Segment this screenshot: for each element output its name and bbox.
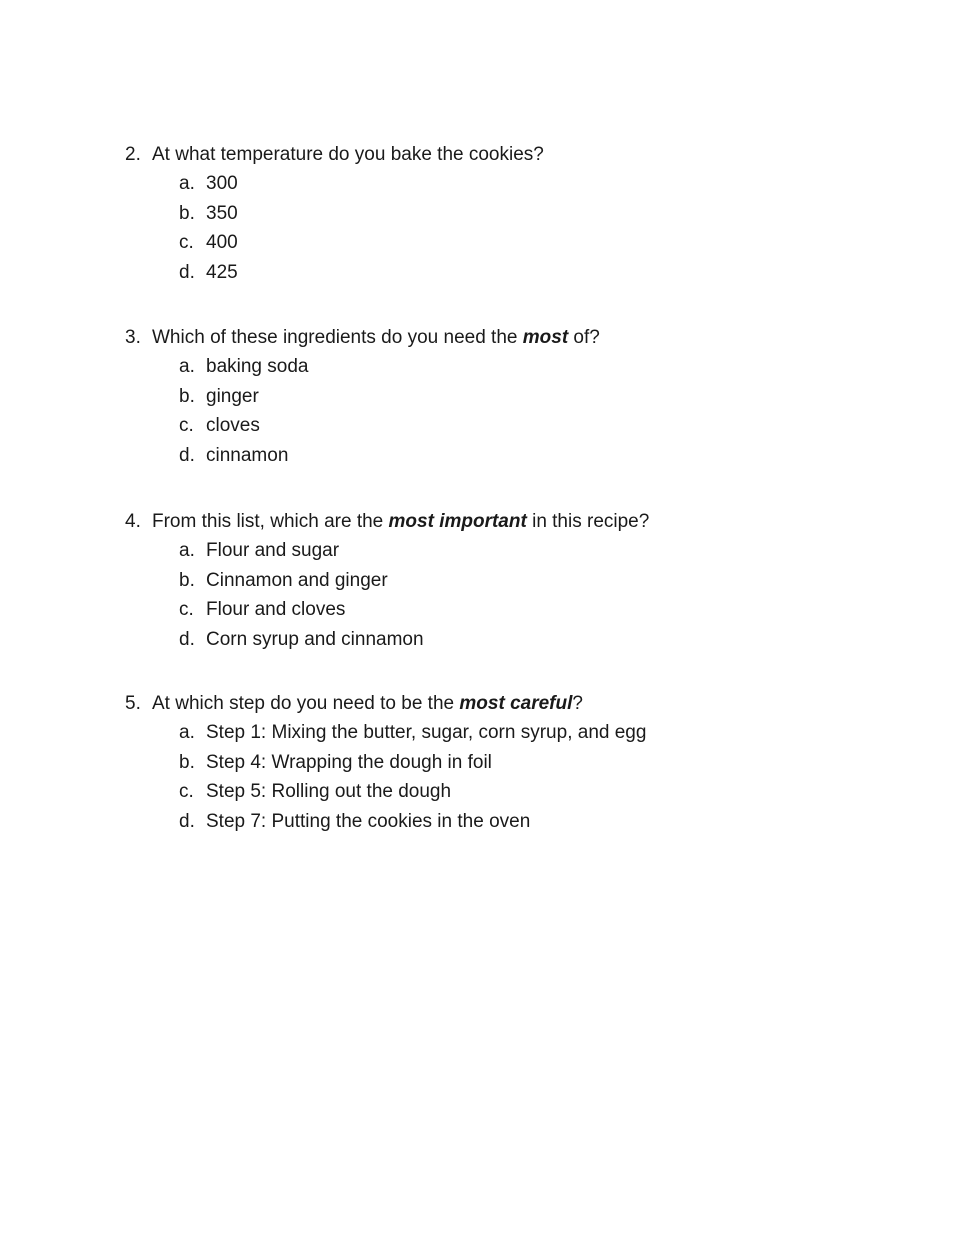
question-emphasis: most careful (459, 693, 573, 714)
option-letter: d. (179, 444, 195, 466)
question-text-end: ? (572, 693, 583, 714)
option-letter: c. (179, 599, 194, 620)
answer-option (125, 444, 885, 468)
option-letter: c. (179, 415, 194, 436)
question-text-end: in this recipe? (526, 511, 650, 532)
question-4 (125, 510, 885, 657)
answer-option (125, 202, 885, 226)
option-letter: b. (179, 385, 195, 407)
answer-options (125, 355, 885, 468)
answer-options (125, 539, 885, 652)
answer-option (125, 261, 885, 285)
option-text: ginger (206, 385, 259, 407)
option-text: 425 (206, 261, 238, 283)
option-letter: b. (179, 569, 195, 591)
option-text: Step 7: Putting the cookies in the oven (206, 810, 531, 832)
answer-option (125, 721, 885, 745)
answer-option (125, 598, 885, 622)
option-text: Corn syrup and cinnamon (206, 628, 424, 650)
option-letter: d. (179, 261, 195, 283)
question-emphasis: most (522, 327, 569, 348)
option-letter: d. (179, 628, 195, 650)
question-emphasis: most important (388, 511, 527, 532)
option-text: Flour and sugar (206, 540, 340, 561)
option-text: cinnamon (206, 444, 289, 466)
option-letter: b. (179, 202, 195, 224)
option-letter: a. (179, 356, 195, 377)
question-text: At which step do you need to be the (152, 693, 460, 714)
question-text: Which of these ingredients do you need the (152, 327, 523, 348)
question-number: 4. (125, 511, 141, 532)
option-text: Step 5: Rolling out the dough (206, 781, 452, 802)
option-text: 300 (206, 173, 238, 194)
option-text: Flour and cloves (206, 599, 346, 620)
answer-option (125, 231, 885, 255)
answer-option (125, 569, 885, 593)
option-text: baking soda (206, 356, 309, 377)
question-text-end: of? (568, 327, 600, 348)
answer-option (125, 780, 885, 804)
option-letter: d. (179, 810, 195, 832)
question-number: 2. (125, 144, 141, 165)
question-text: At what temperature do you bake the cookies? (152, 144, 544, 165)
question-5 (125, 692, 885, 839)
answer-option (125, 355, 885, 379)
answer-option (125, 810, 885, 834)
option-letter: a. (179, 540, 195, 561)
answer-options (125, 172, 885, 285)
option-text: Cinnamon and ginger (206, 569, 388, 591)
option-text: 400 (206, 232, 238, 253)
question-2 (125, 143, 885, 290)
option-letter: c. (179, 781, 194, 802)
answer-option (125, 385, 885, 409)
answer-option (125, 172, 885, 196)
option-letter: c. (179, 232, 194, 253)
option-text: 350 (206, 202, 238, 224)
question-stem (125, 326, 885, 350)
question-text: From this list, which are the (152, 511, 389, 532)
answer-option (125, 414, 885, 438)
answer-option (125, 628, 885, 652)
option-letter: a. (179, 173, 195, 194)
question-stem (125, 510, 885, 534)
question-number: 5. (125, 693, 141, 714)
answer-option (125, 751, 885, 775)
question-stem (125, 143, 885, 167)
question-3 (125, 326, 885, 473)
answer-options (125, 721, 885, 834)
option-text: Step 4: Wrapping the dough in foil (206, 751, 492, 773)
question-number: 3. (125, 327, 141, 348)
option-letter: b. (179, 751, 195, 773)
option-text: Step 1: Mixing the butter, sugar, corn syrup, and egg (206, 722, 647, 743)
option-text: cloves (206, 415, 260, 436)
question-stem (125, 692, 885, 716)
option-letter: a. (179, 722, 195, 743)
answer-option (125, 539, 885, 563)
